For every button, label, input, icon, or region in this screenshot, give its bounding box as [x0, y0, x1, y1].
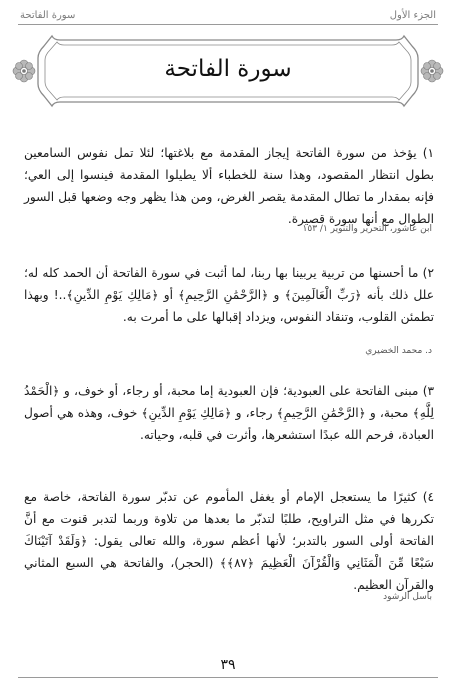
running-header — [20, 8, 436, 22]
paragraph-3: ٣) مبنى الفاتحة على العبودية؛ فإن العبودية إما محبة، أو رجاء، أو خوف، و ﴿الْحَمْدُ لِلَّهِ﴾ محبة، و ﴿الرَّحْمَٰنِ الرَّحِيمِ﴾ رجاء، و ﴿مَالِكِ يَوْمِ الدِّينِ﴾ خوف، وهذه هي أصول العبادة، فرحم الله عبدًا استشعرها، وأثرت في قلبه، وحياته. — [24, 384, 434, 442]
page-number: ٣٩ — [220, 657, 236, 673]
header-rule — [18, 24, 438, 25]
paragraph-1: ١) يؤخذ من سورة الفاتحة إيجاز المقدمة مع بلاغتها؛ لئلا تمل نفوس السامعين بطول انتظار المقصود، وهذا سنة للخطباء ألا يطيلوا المقدمة فينسوا إلى العي؛ فإنه بمقدار ما تطال المقدمة يقصر الغرض، ومن هذا يظهر وجه وضعها قبل السور الطوال مع أنها سورة قصيرة. — [24, 146, 434, 226]
citation-4: باسل الرشود — [383, 592, 432, 602]
header-part: الجزء الأول — [389, 9, 436, 21]
paragraph-2: ٢) ما أحسنها من تربية يربينا بها ربنا، لما أثبت في سورة الفاتحة أن الحمد كله له؛ علل ذلك بأنه ﴿رَبِّ الْعَالَمِينَ﴾ و ﴿الرَّحْمَٰنِ الرَّحِيمِ﴾ أو ﴿مَالِكِ يَوْمِ الدِّينِ﴾..! وبهذا تطمئن القلوب، وتنقاد النفوس، ويزداد إقبالها على ما أمرت به. — [24, 266, 434, 324]
paragraph-4: ٤) كثيرًا ما يستعجل الإمام أو يغفل المأموم عن تدبّر سورة الفاتحة، خاصة مع تكررها في مثل التراويح، طلبًا لتدبّر ما بعدها من تلاوة وربما لتدبر قنوت مع أنَّ الفاتحة أولى السور بالتدبر؛ لأنها أعظم سورة، والله تعالى يقول: ﴿وَلَقَدْ آتَيْنَاكَ سَبْعًا مِّنَ الْمَثَانِي وَالْقُرْآنَ الْعَظِيمَ ﴿٨٧﴾﴾ (الحجر)، والفاتحة هي السبع المثاني والقرآن العظيم. — [24, 490, 434, 592]
header-surah: سورة الفاتحة — [20, 9, 76, 21]
citation-2: د. محمد الخضيري — [365, 346, 432, 356]
footer-rule — [18, 677, 438, 678]
surah-title: سورة الفاتحة — [164, 56, 292, 82]
citation-1: ابن عاشور، التحرير والتنوير ١/ ١٥٣ — [302, 224, 432, 234]
